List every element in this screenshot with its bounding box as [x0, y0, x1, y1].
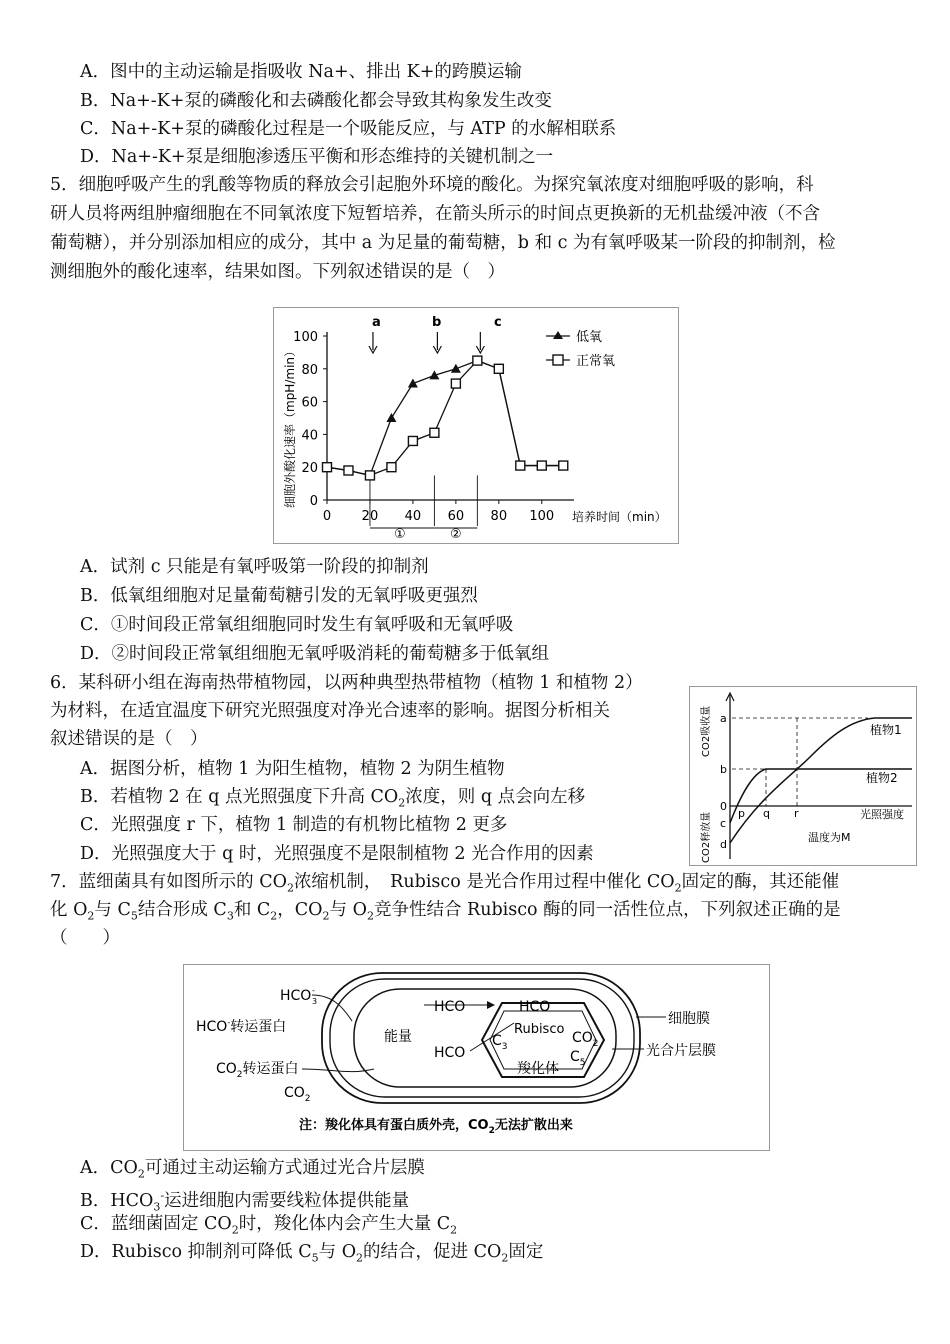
- chart1-y-tick-label: 100: [293, 330, 318, 345]
- chart1-arrow-a-label: a: [372, 315, 381, 330]
- chart1-x-tick-label: 80: [490, 509, 508, 524]
- chart1-x-tick-label: 40: [404, 509, 422, 524]
- chart1-point-normal-oxygen: [559, 461, 568, 470]
- chart1-y-tick-label: 60: [301, 395, 318, 411]
- q7-option-b: B．$HCO_3^-$运进细胞内需要线粒体提供能量: [80, 1189, 410, 1214]
- chart2-series-plant1: 植物1: [870, 723, 902, 737]
- hco3-cytoplasm: HCO: [434, 1045, 466, 1061]
- q4-option-b: B．Na+-K+泵的磷酸化和去磷酸化都会导致其构象发生改变: [80, 91, 552, 111]
- rubisco-label: Rubisco: [514, 1022, 565, 1037]
- q6-stem-line3: 叙述错误的是（ ）: [50, 729, 208, 749]
- square-marker-icon: [553, 355, 563, 365]
- q6-option-c: C．光照强度 r 下，植物 1 制造的有机物比植物 2 更多: [80, 815, 508, 835]
- hco3-thylakoid: HCO: [434, 999, 466, 1015]
- chart1-x-tick-label: 100: [529, 509, 555, 524]
- chart1-point-normal-oxygen: [494, 364, 503, 373]
- q5-option-d: D．②时间段正常氧组细胞无氧呼吸消耗的葡萄糖多于低氧组: [80, 644, 550, 664]
- chart1-ylabel: 细胞外酸化速率（mpH/min）: [283, 344, 297, 508]
- chart1-legend-normal: 正常氧: [576, 354, 616, 369]
- chart2-tick-a: a: [720, 712, 727, 725]
- q5-option-c: C．①时间段正常氧组细胞同时发生有氧呼吸和无氧呼吸: [80, 615, 514, 635]
- light-intensity-chart: [689, 686, 917, 866]
- svg-text:3: 3: [312, 997, 318, 1006]
- cyanobacteria-diagram-svg: [184, 965, 769, 1150]
- cell-membrane-label: 细胞膜: [668, 1011, 710, 1027]
- co2-transporter-label: $CO_2$转运蛋白: [216, 1061, 299, 1080]
- triangle-marker-icon: [553, 331, 563, 339]
- chart2-xlabel: 光照强度: [860, 808, 904, 821]
- chart2-ylabel-bottom: CO2释放量: [701, 811, 712, 863]
- q5-option-a: A．试剂 c 只能是有氧呼吸第一阶段的抑制剂: [80, 557, 429, 577]
- light-intensity-chart-svg: [690, 687, 916, 865]
- chart2-note: 温度为M: [808, 831, 851, 844]
- chart1-period-1: ①: [394, 527, 406, 542]
- chart1-point-low-oxygen: [408, 379, 418, 388]
- chart1-xlabel: 培养时间（min）: [572, 510, 667, 524]
- q7-option-c: C．蓝细菌固定 $CO_2$时，羧化体内会产生大量 $C_2$: [80, 1214, 458, 1237]
- energy-label: 能量: [384, 1029, 412, 1045]
- chart1-point-normal-oxygen: [323, 463, 332, 472]
- chart1-x-tick-label: 0: [322, 509, 332, 524]
- chart1-point-low-oxygen: [386, 413, 396, 422]
- q5-option-b: B．低氧组细胞对足量葡萄糖引发的无氧呼吸更强烈: [80, 586, 478, 606]
- hco3-carboxysome: HCO: [519, 999, 551, 1015]
- thylakoid-label: 光合片层膜: [646, 1043, 716, 1059]
- q5-stem-line1: 5．细胞呼吸产生的乳酸等物质的释放会引起胞外环境的酸化。为探究氧浓度对细胞呼吸的影响，科: [50, 175, 814, 195]
- q4-option-d: D．Na+-K+泵是细胞渗透压平衡和形态维持的关键机制之一: [80, 147, 554, 167]
- q7-stem-line3: （ ）: [50, 928, 120, 948]
- q6-option-a: A．据图分析，植物 1 为阳生植物，植物 2 为阴生植物: [80, 759, 505, 779]
- acidification-chart: [273, 307, 679, 544]
- chart1-point-normal-oxygen: [537, 461, 546, 470]
- chart1-x-tick-label: 20: [361, 509, 379, 524]
- co2-carboxysome: $CO_2$: [572, 1030, 599, 1049]
- q5-stem-line4: 测细胞外的酸化速率，结果如图。下列叙述错误的是（ ）: [50, 262, 505, 282]
- q4-option-a: A．图中的主动运输是指吸收 Na+、排出 K+的跨膜运输: [80, 62, 522, 82]
- carboxysome-label: 羧化体: [517, 1061, 559, 1077]
- chart1-arrow-b-label: b: [432, 315, 442, 330]
- q7-stem-line2: 化 $O_2$与 $C_5$结合形成 $C_3$和 $C_2$，$CO_2$与 $O_2$竞争性结合 Rubisco 酶的同一活性位点，下列叙述正确的是: [50, 900, 841, 923]
- diagram-note: 注：羧化体具有蛋白质外壳，$CO_2$无法扩散出来: [299, 1118, 573, 1136]
- svg-text:-: -: [312, 986, 315, 995]
- chart1-arrow-c-label: c: [494, 315, 502, 330]
- chart1-point-normal-oxygen: [344, 466, 353, 475]
- q6-stem-line1: 6．某科研小组在海南热带植物园，以两种典型热带植物（植物 1 和植物 2）: [50, 673, 643, 693]
- q6-stem-line2: 为材料，在适宜温度下研究光照强度对净光合速率的影响。据图分析相关: [50, 701, 610, 721]
- chart2-tick-p: p: [738, 807, 745, 820]
- hco3-transporter-label: HCO-转运蛋白: [196, 1018, 287, 1035]
- c5-label: $C_5$: [570, 1049, 586, 1068]
- chart1-point-normal-oxygen: [430, 428, 439, 437]
- q4-option-c: C．Na+-K+泵的磷酸化过程是一个吸能反应，与 ATP 的水解相联系: [80, 119, 617, 139]
- chart2-tick-d: d: [720, 838, 727, 851]
- chart1-y-tick-label: 0: [309, 494, 318, 509]
- chart1-point-normal-oxygen: [473, 356, 482, 365]
- chart1-point-normal-oxygen: [451, 379, 460, 388]
- q5-stem-line3: 葡萄糖），并分别添加相应的成分，其中 a 为足量的葡萄糖，b 和 c 为有氧呼吸某一阶段的抑制剂，检: [50, 233, 836, 253]
- chart1-series-line: [327, 361, 563, 476]
- cyanobacteria-diagram: [183, 964, 770, 1151]
- chart1-point-normal-oxygen: [408, 436, 417, 445]
- co2-outside: $CO_2$: [284, 1085, 311, 1104]
- q6-option-d: D．光照强度大于 q 时，光照强度不是限制植物 2 光合作用的因素: [80, 844, 594, 864]
- q7-option-d: D．Rubisco 抑制剂可降低 $C_5$与 $O_2$的结合，促进 $CO_2$固定: [80, 1242, 544, 1265]
- chart1-period-2: ②: [450, 527, 462, 542]
- hco3-outside: HCO: [280, 988, 312, 1004]
- q7-option-a: A．$CO_2$可通过主动运输方式通过光合片层膜: [80, 1158, 425, 1181]
- chart1-point-normal-oxygen: [365, 471, 374, 480]
- q6-option-b: B．若植物 2 在 q 点光照强度下升高 $CO_2$浓度，则 q 点会向左移: [80, 787, 586, 810]
- chart2-ylabel-top: CO2吸收量: [701, 705, 712, 757]
- chart2-tick-c: c: [720, 817, 727, 830]
- chart2-tick-0: 0: [720, 800, 727, 813]
- q5-stem-line2: 研人员将两组肿瘤细胞在不同氧浓度下短暂培养，在箭头所示的时间点更换新的无机盐缓冲液（不含: [50, 204, 820, 224]
- c3-label: $C_3$: [492, 1033, 508, 1052]
- chart2-tick-b: b: [720, 763, 727, 776]
- chart1-y-tick-label: 80: [301, 362, 318, 378]
- q7-stem-line1: 7．蓝细菌具有如图所示的 $CO_2$浓缩机制， Rubisco 是光合作用过程中催化 $CO_2$固定的酶，其还能催: [50, 872, 840, 895]
- chart1-legend-low: 低氧: [576, 330, 603, 345]
- chart1-point-normal-oxygen: [387, 463, 396, 472]
- chart1-y-tick-label: 20: [301, 461, 318, 477]
- chart1-y-tick-label: 40: [301, 428, 318, 444]
- chart2-tick-q: q: [763, 807, 770, 820]
- chart1-x-tick-label: 60: [447, 509, 465, 524]
- chart2-tick-r: r: [794, 807, 799, 820]
- chart1-series-line: [327, 361, 563, 476]
- chart1-legend: [546, 330, 615, 369]
- chart1-point-low-oxygen: [451, 364, 461, 373]
- chart1-point-normal-oxygen: [516, 461, 525, 470]
- acidification-chart-svg: [274, 308, 678, 543]
- chart2-series-plant2: 植物2: [866, 771, 898, 785]
